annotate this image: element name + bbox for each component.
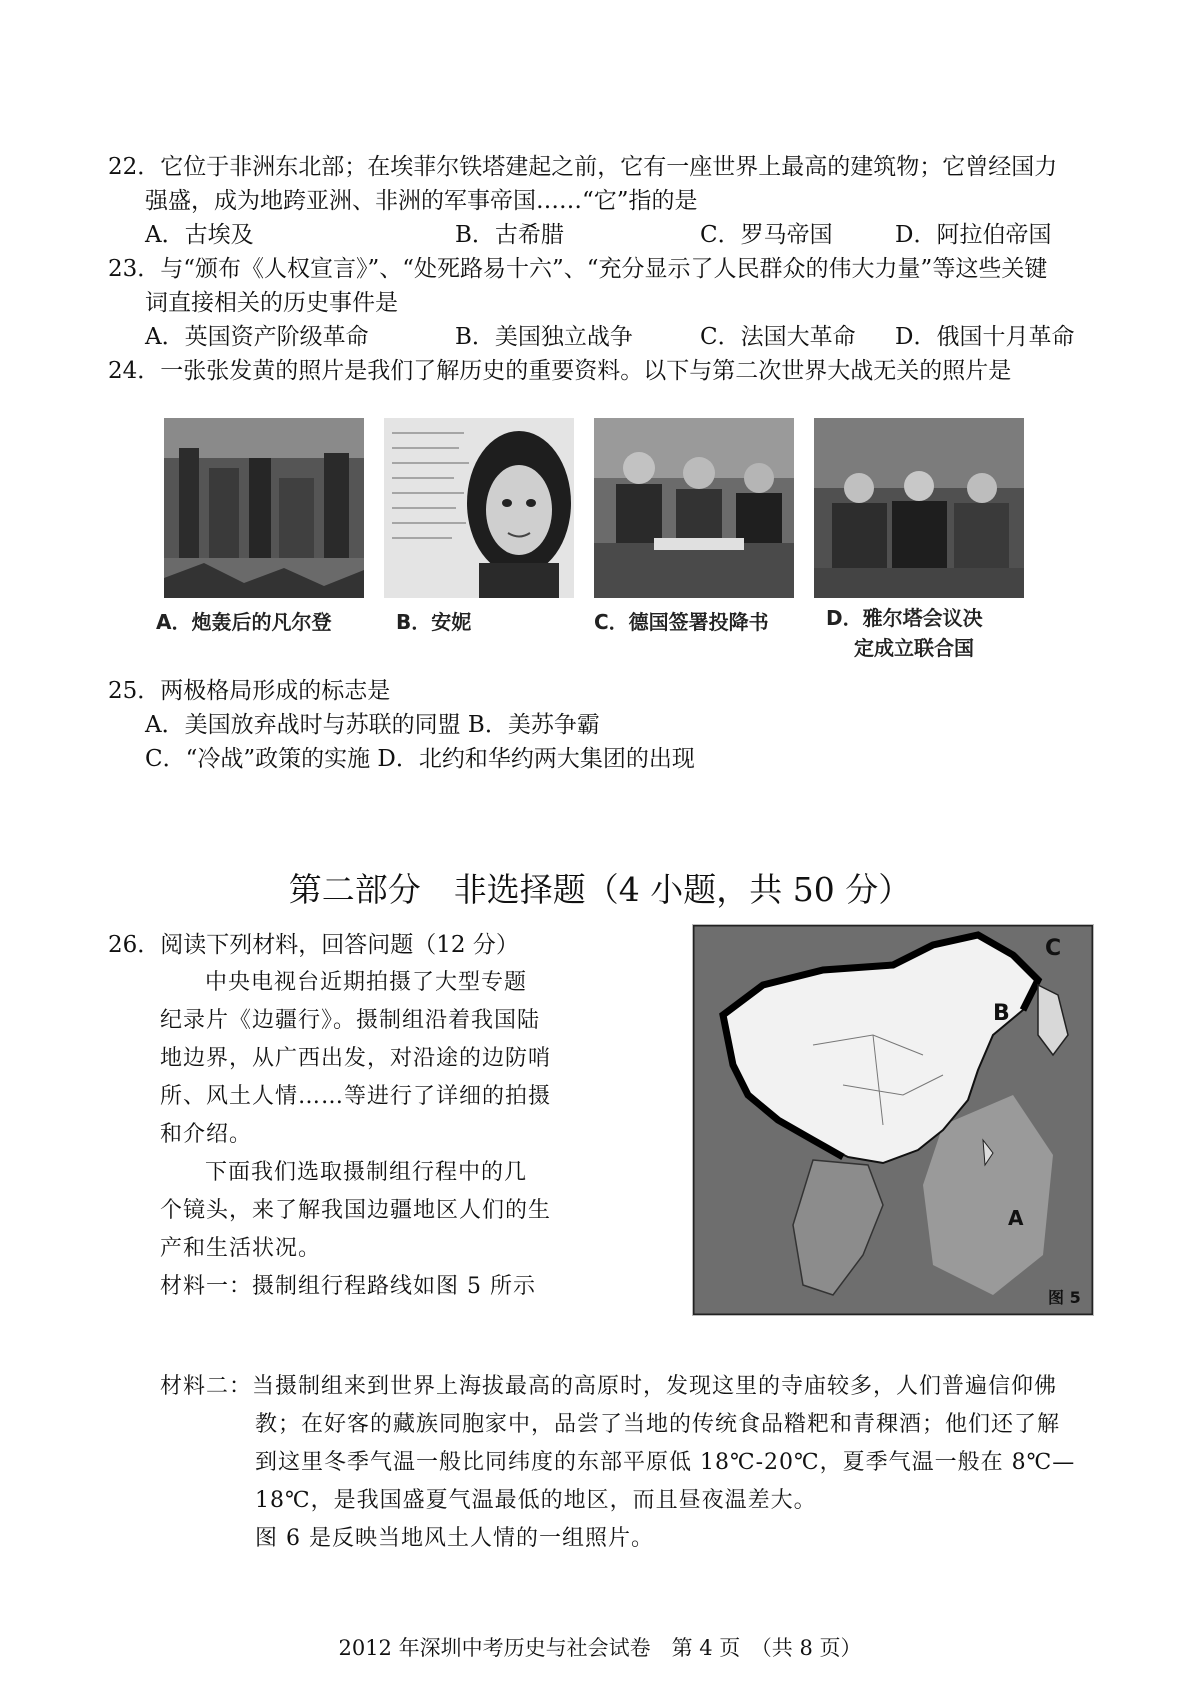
q22-option-a: A．古埃及 [145, 222, 254, 248]
q26-para1-line2: 纪录片《边疆行》。摄制组沿着我国陆 [160, 1008, 541, 1033]
q26-material2-line2: 教；在好客的藏族同胞家中，品尝了当地的传统食品糌粑和青稞酒；他们还了解 [255, 1412, 1061, 1437]
photo-anne-frank [384, 418, 574, 598]
q26-para2-line1: 下面我们选取摄制组行程中的几 [205, 1160, 528, 1185]
caption-b: B．安妮 [396, 610, 472, 634]
q26-para1-line5: 和介绍。 [160, 1122, 253, 1147]
q26-para1-line4: 所、风土人情……等进行了详细的拍摄 [160, 1084, 552, 1109]
portrait-image [384, 418, 574, 598]
conference-image [814, 418, 1024, 598]
q26-material2-line5: 图 6 是反映当地风土人情的一组照片。 [255, 1526, 654, 1551]
caption-c: C．德国签署投降书 [594, 610, 769, 634]
photo-verdun [164, 418, 364, 598]
q25-line1: 25．两极格局形成的标志是 [108, 678, 391, 704]
caption-a: A．炮轰后的凡尔登 [156, 610, 332, 634]
caption-d-line2: 定成立联合国 [854, 636, 974, 660]
q26-para2-line3: 产和生活状况。 [160, 1236, 322, 1261]
q26-para1-line1: 中央电视台近期拍摄了大型专题 [205, 970, 528, 995]
page-footer: 2012 年深圳中考历史与社会试卷 第 4 页 （共 8 页） [338, 1636, 862, 1660]
q25-line2: A．美国放弃战时与苏联的同盟 B．美苏争霸 [145, 712, 600, 738]
q22-line2: 强盛，成为地跨亚洲、非洲的军事帝国……“它”指的是 [145, 188, 698, 214]
q23-option-c: C．法国大革命 [700, 324, 856, 350]
q22-option-d: D．阿拉伯帝国 [895, 222, 1052, 248]
q26-para1-line3: 地边界，从广西出发，对沿途的边防哨 [160, 1046, 552, 1071]
map-label-c: C [1045, 936, 1062, 961]
q23-option-d: D．俄国十月革命 [895, 324, 1075, 350]
q24-photo-strip [156, 418, 1056, 668]
photo-surrender [594, 418, 794, 598]
photo-yalta [814, 418, 1024, 598]
q23-line1: 23．与“颁布《人权宣言》”、“处死路易十六”、“充分显示了人民群众的伟大力量”等这些关键 [108, 256, 1048, 282]
map-figure-label: 图 5 [1048, 1288, 1081, 1307]
section-title: 第二部分 非选择题（4 小题，共 50 分） [288, 870, 912, 909]
route-map-figure [692, 924, 1094, 1316]
q26-material2-line3: 到这里冬季气温一般比同纬度的东部平原低 18℃-20℃，夏季气温一般在 8℃— [255, 1450, 1076, 1475]
q23-line2: 词直接相关的历史事件是 [145, 290, 398, 316]
q24-line1: 24．一张张发黄的照片是我们了解历史的重要资料。以下与第二次世界大战无关的照片是 [108, 358, 1012, 384]
q25-line3: C．“冷战”政策的实施 D．北约和华约两大集团的出现 [145, 746, 695, 772]
china-border-map [693, 925, 1093, 1315]
q22-option-c: C．罗马帝国 [700, 222, 833, 248]
q26-material2-line1: 材料二：当摄制组来到世界上海拔最高的高原时，发现这里的寺庙较多，人们普遍信仰佛 [160, 1374, 1058, 1399]
q26-material1: 材料一：摄制组行程路线如图 5 所示 [160, 1274, 536, 1299]
q22-line1: 22．它位于非洲东北部；在埃菲尔铁塔建起之前，它有一座世界上最高的建筑物；它曾经国力 [108, 154, 1058, 180]
signing-image [594, 418, 794, 598]
q26-material2-line4: 18℃，是我国盛夏气温最低的地区，而且昼夜温差大。 [255, 1488, 817, 1513]
q26-para2-line2: 个镜头，来了解我国边疆地区人们的生 [160, 1198, 552, 1223]
map-label-a: A [1008, 1206, 1024, 1230]
q23-option-a: A．英国资产阶级革命 [145, 324, 369, 350]
q22-option-b: B．古希腊 [455, 222, 564, 248]
ruined-city-image [164, 418, 364, 598]
q23-option-b: B．美国独立战争 [455, 324, 633, 350]
q26-line1: 26．阅读下列材料，回答问题（12 分） [108, 932, 519, 958]
map-label-b: B [993, 1001, 1010, 1026]
caption-d-line1: D．雅尔塔会议决 [826, 606, 983, 630]
